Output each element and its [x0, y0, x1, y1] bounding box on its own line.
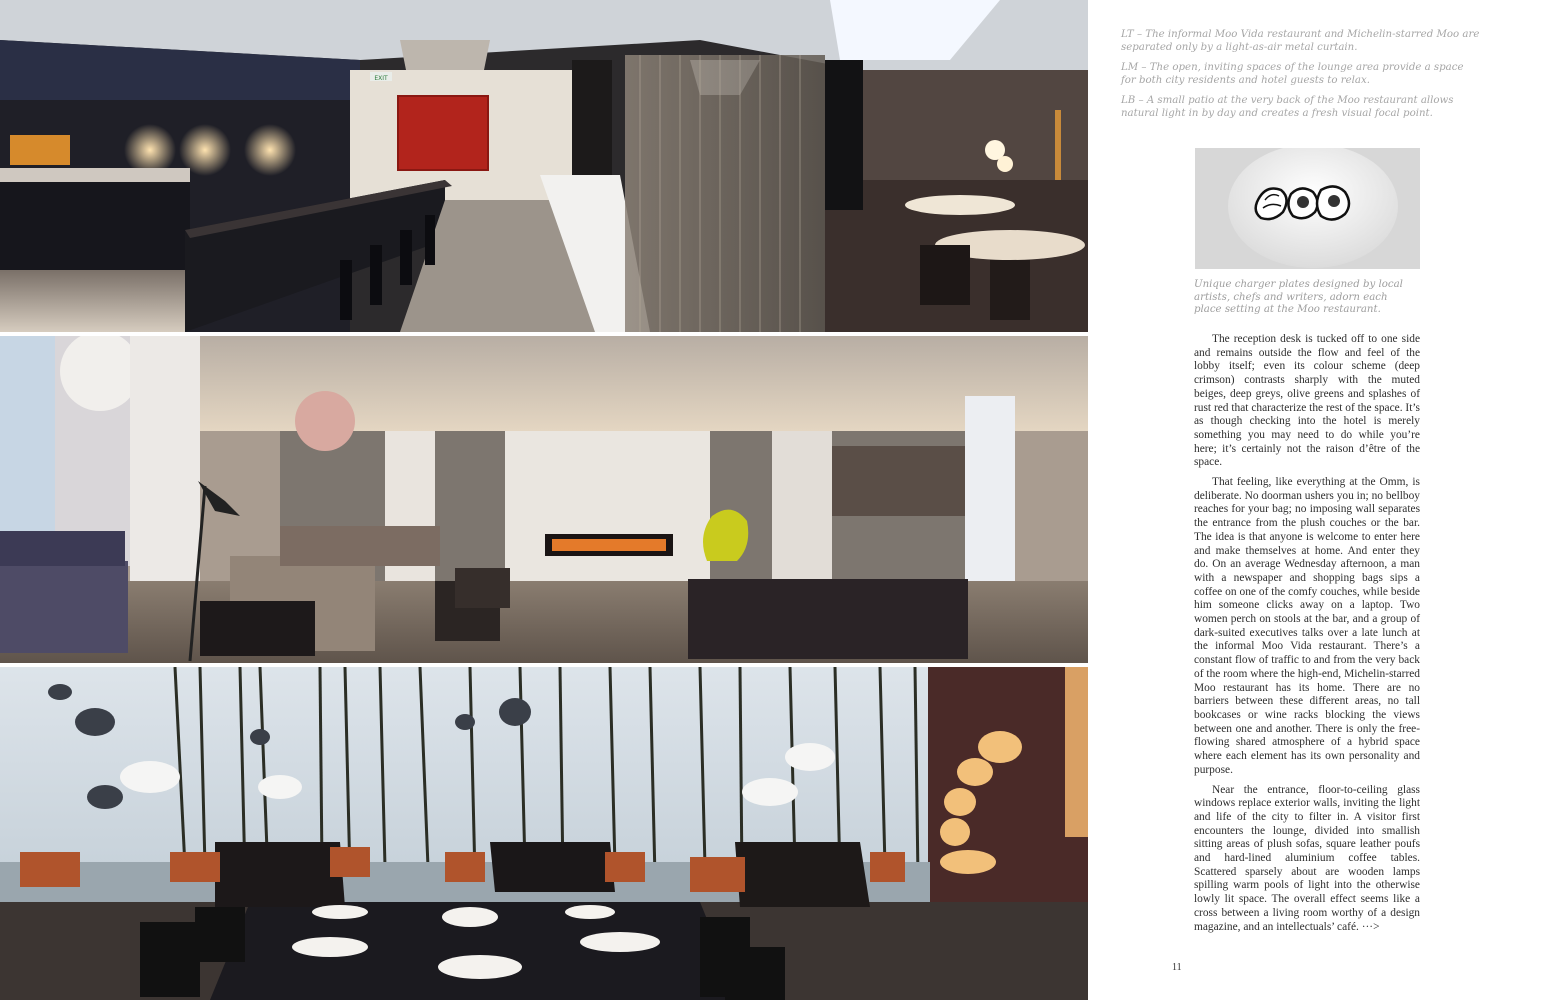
caption-lb: LB – A small patio at the very back of the Moo restaurant allows natural light in by day and creates a fresh visual focal point.: [1121, 95, 1454, 119]
lounge-interior-illustration: [0, 336, 1088, 663]
page-number: 11: [1172, 962, 1182, 973]
plate-caption: Unique charger plates designed by local artists, chefs and writers, adorn each place setting at the Moo restaurant.: [1194, 279, 1403, 315]
article-paragraph: Near the entrance, floor-to-ceiling glass windows replace exterior walls, inviting the light and life of the city to filter in. A visitor first encounters the lounge, divided into smallish sitting areas of plush sofas, square leather poufs and hard-lined aluminium coffee tables. Scattered sparsely about are wooden lamps spilling warm pools of light into the otherwise lowly lit space. The overall effect seems like a cross between a living room worthy of a design magazine, and an intellectuals’ café. ···>: [1194, 783, 1420, 933]
moo-restaurant-photo-bottom: [0, 667, 1088, 1000]
article-paragraph: The reception desk is tucked off to one side and remains outside the flow and feel of the lobby itself; even its colour scheme (deep crimson) contrasts sharply with the muted beiges, deep greys, olive greens and splashes of rust red that characterize the rest of the space. It’s as though checking into the hotel is merely something you may need to do while you’re here; it’s certainly not the raison d’être of the space.: [1194, 333, 1420, 469]
lounge-photo-middle: [0, 336, 1088, 663]
restaurant-interior-illustration: [0, 0, 1088, 332]
article-paragraph: That feeling, like everything at the Omm, is deliberate. No doorman ushers you in; no bellboy reaches for your bag; no imposing wall separates the entrance from the plush couches or the bar. The idea is that anyone is welcome to enter here and make themselves at home. And enter they do. On an average Wednesday afternoon, a man with a newspaper and shopping bags sips a coffee on one of the comfy couches, while beside him someone clicks away on a laptop. Two women perch on stools at the bar, and a group of dark-suited executives talks over a late lunch at the informal Moo Vida restaurant. There’s a constant flow of traffic to and from the very back of the room where the high-end, Michelin-starred Moo restaurant has its home. There are no barriers between these different areas, no tall bookcases or wine racks blocking the views between one and another. There is only the free-flowing shared atmosphere of a hybrid space where each element has its own personality and purpose.: [1194, 476, 1420, 776]
exit-sign: EXIT: [374, 75, 388, 82]
charger-plate-illustration: [1195, 148, 1420, 269]
charger-plate-photo: [1195, 148, 1420, 269]
caption-lm: LM – The open, inviting spaces of the lounge area provide a space for both city residents and hotel guests to relax.: [1121, 62, 1464, 86]
restaurant-photo-top: [0, 0, 1088, 332]
article-body: [1194, 333, 1420, 940]
photo-captions: [1121, 28, 1481, 127]
moo-restaurant-illustration: [0, 667, 1088, 1000]
caption-lt: LT – The informal Moo Vida restaurant and Michelin-starred Moo are separated only by a light-as-air metal curtain.: [1121, 29, 1480, 53]
